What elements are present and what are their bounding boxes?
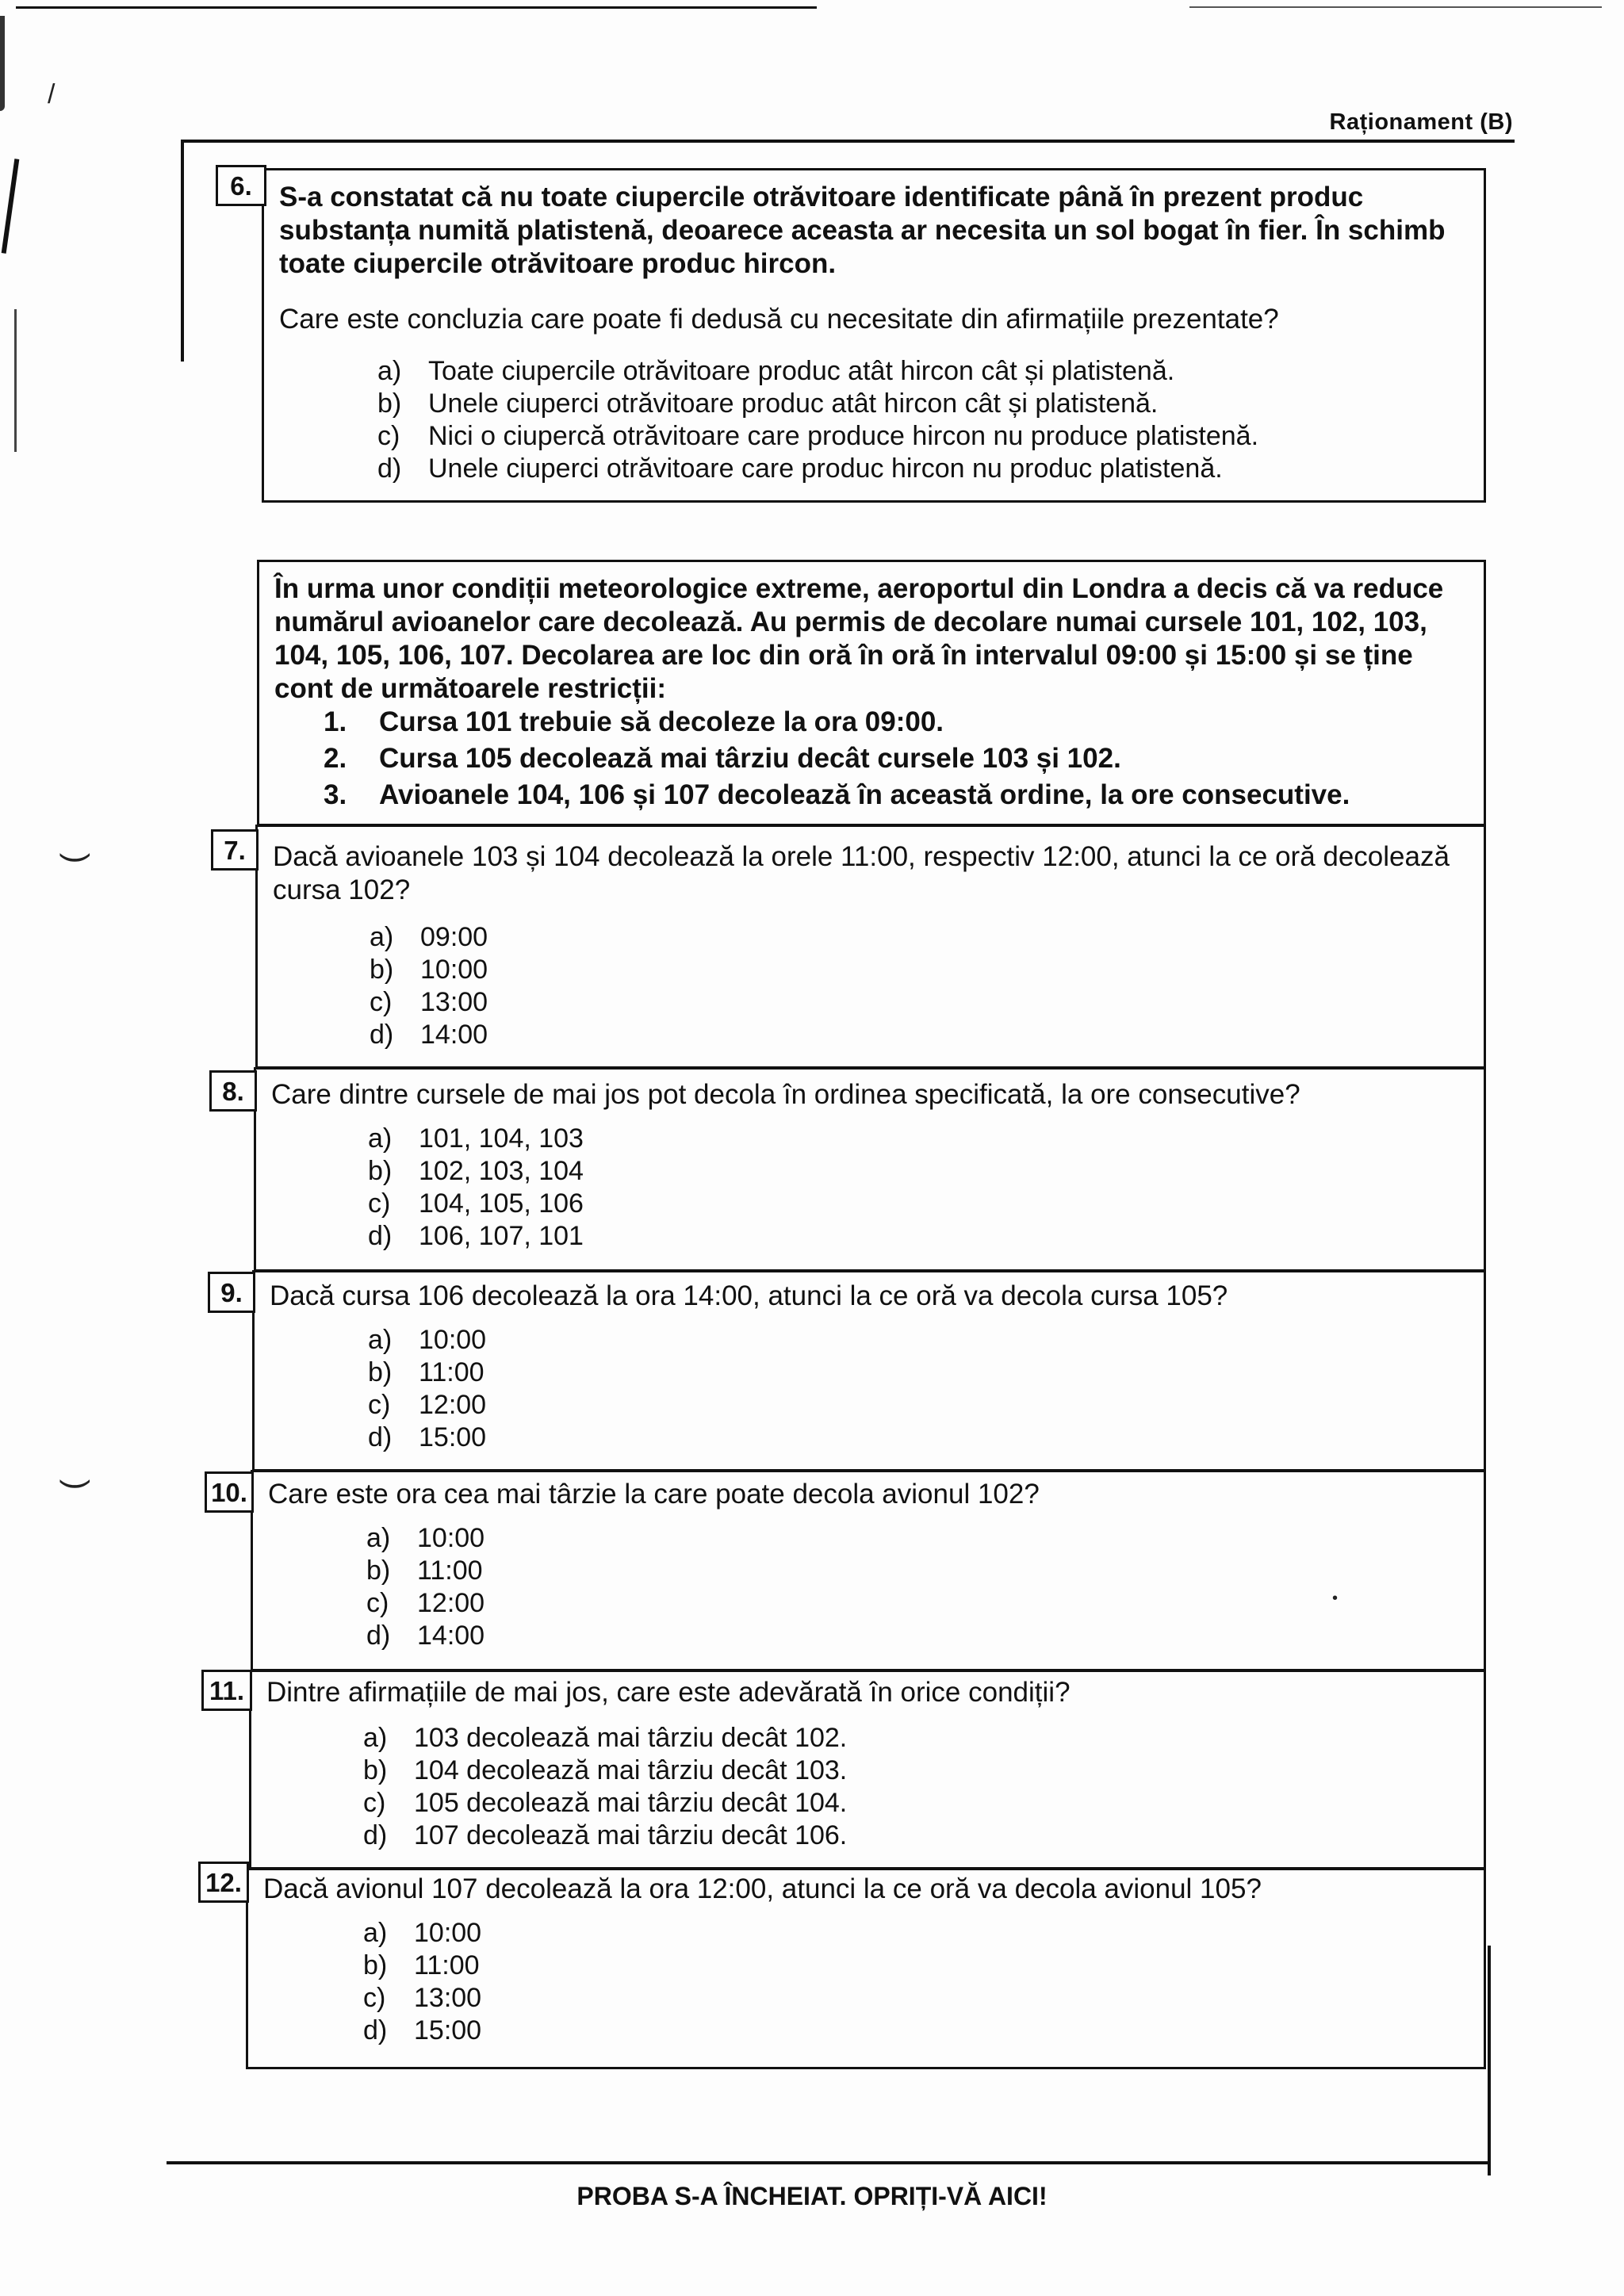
option-c[interactable]: c) Nici o ciupercă otrăvitoare care produce hircon nu produce platistenă.: [377, 421, 1259, 451]
option-a[interactable]: a) 103 decolează mai târziu decât 102.: [363, 1723, 848, 1753]
option-c[interactable]: c) 13:00: [363, 1983, 482, 2013]
option-d[interactable]: d) 106, 107, 101: [368, 1221, 584, 1251]
option-c[interactable]: c) 105 decolează mai târziu decât 104.: [363, 1788, 848, 1818]
option-b[interactable]: b) 11:00: [366, 1556, 483, 1586]
section-header: Raționament (B): [1329, 109, 1513, 135]
question-9-number: 9.: [208, 1272, 255, 1313]
top-scan-line-right: [1189, 6, 1602, 8]
condition-3: 3. Avioanele 104, 106 și 107 decolează în această ordine, la ore consecutive.: [324, 779, 1350, 810]
option-a[interactable]: a) 09:00: [370, 922, 488, 952]
right-closing-rule: [1488, 1946, 1491, 2175]
question-6-question: Care este concluzia care poate fi dedusă cu necesitate din afirmațiile prezentate?: [279, 304, 1279, 335]
question-11-question: Dintre afirmațiile de mai jos, care este adevărată în orice condiții?: [266, 1677, 1071, 1708]
condition-1: 1. Cursa 101 trebuie să decoleze la ora 09:00.: [324, 706, 944, 737]
question-11-number: 11.: [201, 1670, 252, 1711]
option-d[interactable]: d) 14:00: [370, 1020, 488, 1050]
option-d[interactable]: d) 15:00: [363, 2015, 482, 2045]
context-intro: În urma unor condiții meteorologice extreme, aeroportul din Londra a decis că va reduce numărul avioanelor care decolează. Au permis de decolare numai cursele 101, 102, 103, 104, 105, 106, 107. Decolarea are loc din oră în oră în intervalul 09:00 și 15:00 și se ține cont de următoarele restricții:: [274, 573, 1444, 704]
question-8-options: [368, 1123, 584, 1253]
margin-scribble-1: /: [48, 79, 56, 109]
option-a[interactable]: a) 10:00: [366, 1523, 485, 1553]
top-scan-line: [16, 6, 817, 9]
option-b[interactable]: b) 104 decolează mai târziu decât 103.: [363, 1755, 848, 1785]
end-notice: PROBA S-A ÎNCHEIAT. OPRIȚI-VĂ AICI!: [576, 2182, 1048, 2210]
question-7-question: Dacă avioanele 103 și 104 decolează la orele 11:00, respectiv 12:00, atunci la ce oră decolează cursa 102?: [273, 841, 1450, 905]
option-b[interactable]: b) 11:00: [363, 1950, 480, 1980]
question-8-number: 8.: [209, 1070, 257, 1112]
option-b[interactable]: b) 11:00: [368, 1357, 485, 1387]
option-d[interactable]: d) 107 decolează mai târziu decât 106.: [363, 1820, 848, 1850]
question-8-question: Care dintre cursele de mai jos pot decola în ordinea specificată, la ore consecutive?: [271, 1079, 1300, 1110]
question-6-stem: S-a constatat că nu toate ciupercile otrăvitoare identificate până în prezent produc substanța numită platistenă, deoarece aceasta ar necesita un sol bogat în fier. În schimb toate ciupercile otrăvitoare produc hircon.: [279, 182, 1446, 279]
bottom-closing-rule: [167, 2161, 1491, 2164]
option-d[interactable]: d) 15:00: [368, 1422, 487, 1452]
option-d[interactable]: d) 14:00: [366, 1621, 485, 1651]
header-rule: [182, 140, 1515, 143]
question-11-options: [363, 1722, 847, 1852]
option-a[interactable]: a) Toate ciupercile otrăvitoare produc atât hircon cât și platistenă.: [377, 356, 1175, 386]
margin-scribble-3: ): [59, 1479, 95, 1490]
question-6-number: 6.: [216, 165, 266, 206]
question-6-options: [377, 355, 1258, 485]
context-conditions: [324, 704, 1350, 813]
option-c[interactable]: c) 104, 105, 106: [368, 1188, 584, 1219]
question-12-options: [363, 1917, 481, 2047]
question-9-options: [368, 1324, 486, 1454]
stray-dot: •: [1332, 1590, 1339, 1607]
option-a[interactable]: a) 10:00: [368, 1325, 487, 1355]
option-c[interactable]: c) 12:00: [368, 1390, 487, 1420]
left-margin-line: [14, 309, 17, 452]
question-10-number: 10.: [205, 1471, 254, 1513]
header-left-rule: [181, 140, 184, 362]
question-12-number: 12.: [198, 1862, 249, 1903]
left-binding-mark: [0, 16, 5, 111]
question-7-options: [370, 921, 488, 1051]
option-a[interactable]: a) 10:00: [363, 1918, 482, 1948]
margin-scribble-2: ): [59, 852, 95, 864]
question-10-options: [366, 1522, 485, 1652]
question-10-question: Care este ora cea mai târzie la care poate decola avionul 102?: [268, 1479, 1040, 1510]
question-7-number: 7.: [211, 829, 259, 871]
option-b[interactable]: b) Unele ciuperci otrăvitoare produc atât hircon cât și platistenă.: [377, 388, 1159, 419]
question-12-question: Dacă avionul 107 decolează la ora 12:00, atunci la ce oră va decola avionul 105?: [263, 1873, 1262, 1904]
condition-2: 2. Cursa 105 decolează mai târziu decât cursele 103 și 102.: [324, 743, 1121, 774]
option-c[interactable]: c) 13:00: [370, 987, 488, 1017]
question-9-question: Dacă cursa 106 decolează la ora 14:00, atunci la ce oră va decola cursa 105?: [270, 1280, 1228, 1311]
option-c[interactable]: c) 12:00: [366, 1588, 485, 1618]
option-a[interactable]: a) 101, 104, 103: [368, 1123, 584, 1154]
left-margin-mark: [2, 159, 20, 254]
option-b[interactable]: b) 10:00: [370, 955, 488, 985]
option-d[interactable]: d) Unele ciuperci otrăvitoare care produc hircon nu produc platistenă.: [377, 453, 1223, 484]
option-b[interactable]: b) 102, 103, 104: [368, 1156, 584, 1186]
